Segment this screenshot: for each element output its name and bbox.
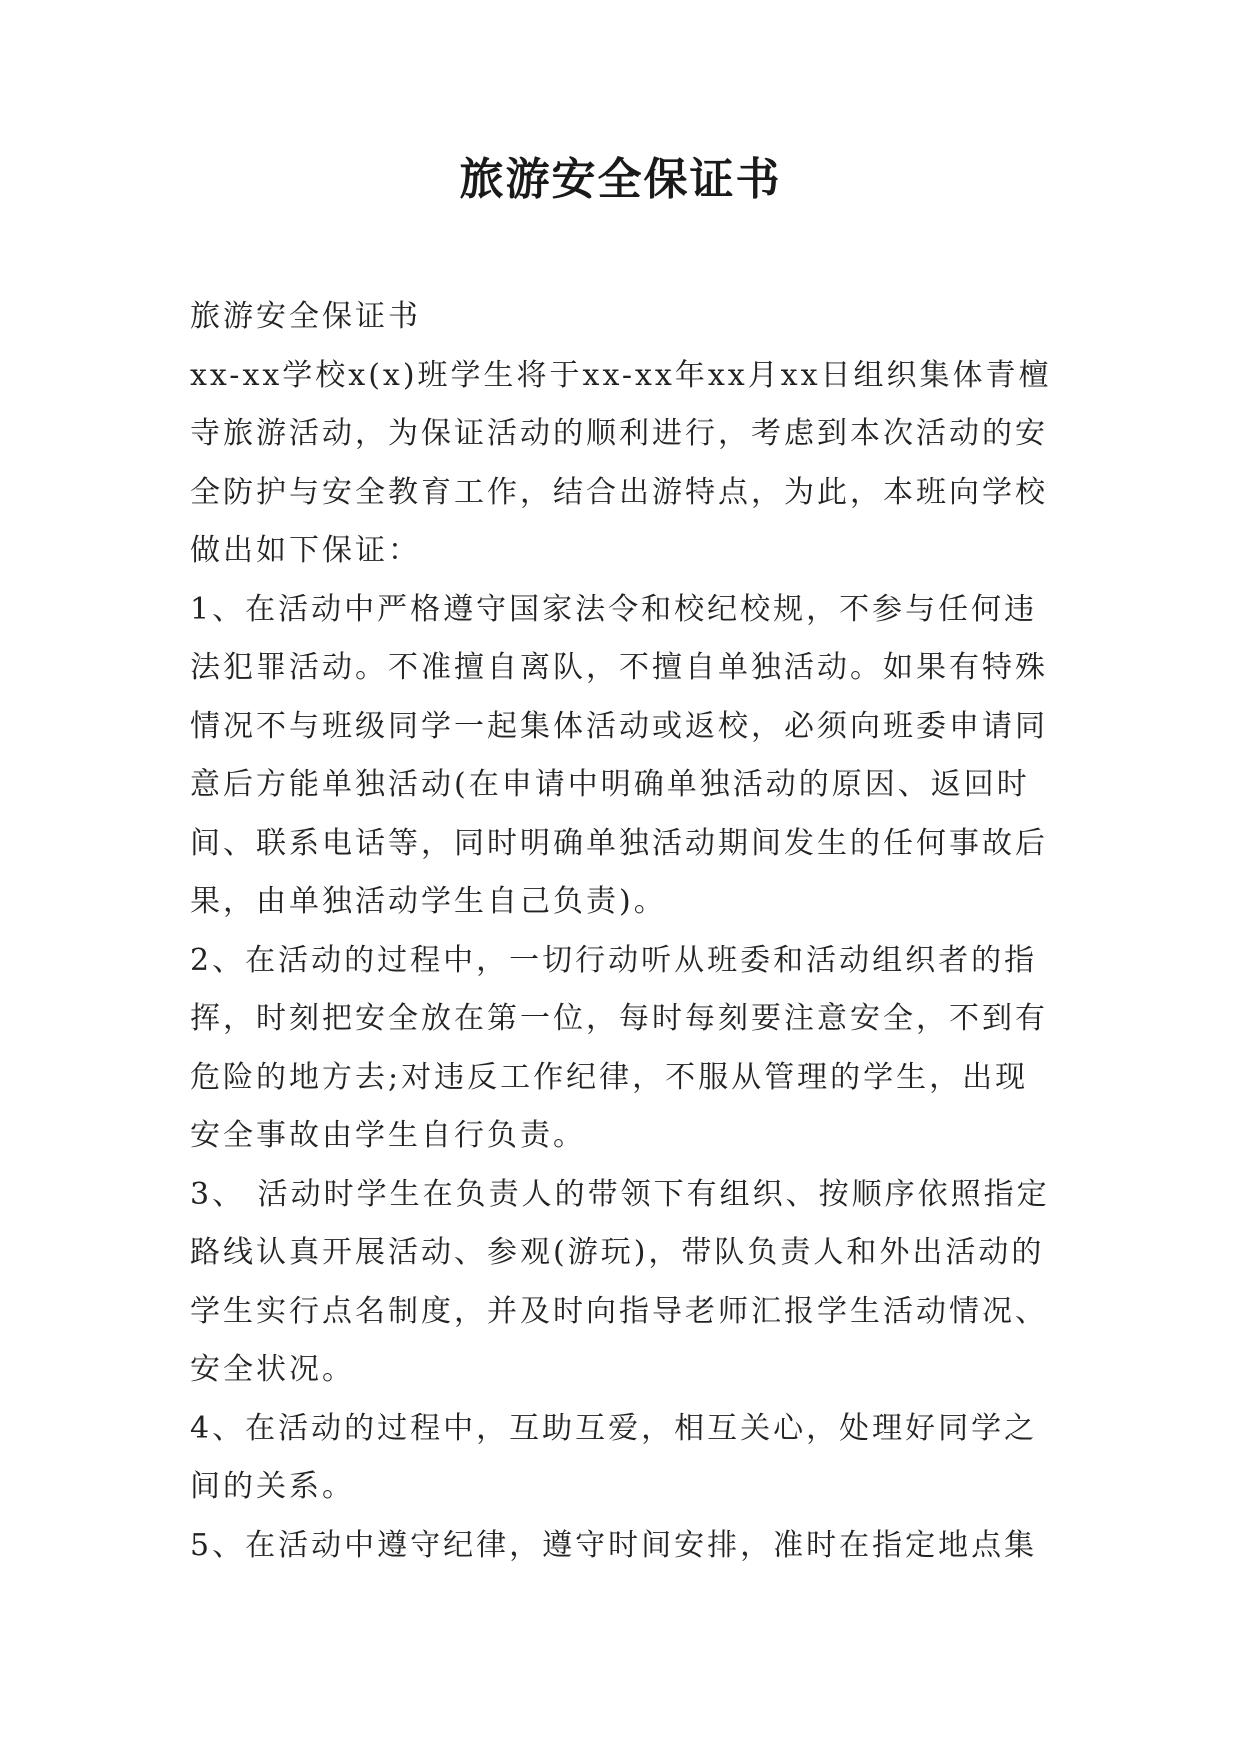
clause-1-paragraph: 1、在活动中严格遵守国家法令和校纪校规，不参与任何违法犯罪活动。不准擅自离队，不擅自单独活动。如果有特殊情况不与班级同学一起集体活动或返校，必须向班委申请同意后方能单独活动(在申请中明确单独活动的原因、返回时间、联系电话等，同时明确单独活动期间发生的任何事故后果，由单独活动学生自己负责)。 [190,591,1048,919]
heading-paragraph: 旅游安全保证书 [190,299,421,334]
clause-5-paragraph: 5、在活动中遵守纪律，遵守时间安排，准时在指定地点集 [190,1527,1038,1563]
document-body [190,288,1060,1575]
intro-paragraph: xx-xx学校x(x)班学生将于xx-xx年xx月xx日组织集体青檀寺旅游活动，为保证活动的顺利进行，考虑到本次活动的安全防护与安全教育工作，结合出游特点，为此，本班向学校做出如下保证： [190,357,1052,568]
clause-2-paragraph: 2、在活动的过程中，一切行动听从班委和活动组织者的指挥，时刻把安全放在第一位，每时每刻要注意安全，不到有危险的地方去;对违反工作纪律，不服从管理的学生，出现安全事故由学生自行负责。 [190,942,1048,1153]
document-title: 旅游安全保证书 [459,154,782,205]
clause-4-paragraph: 4、在活动的过程中，互助互爱，相互关心，处理好同学之间的关系。 [190,1410,1038,1504]
clause-3-paragraph: 3、 活动时学生在负责人的带领下有组织、按顺序依照指定路线认真开展活动、参观(游玩)，带队负责人和外出活动的学生实行点名制度，并及时向指导老师汇报学生活动情况、安全状况。 [190,1176,1050,1387]
